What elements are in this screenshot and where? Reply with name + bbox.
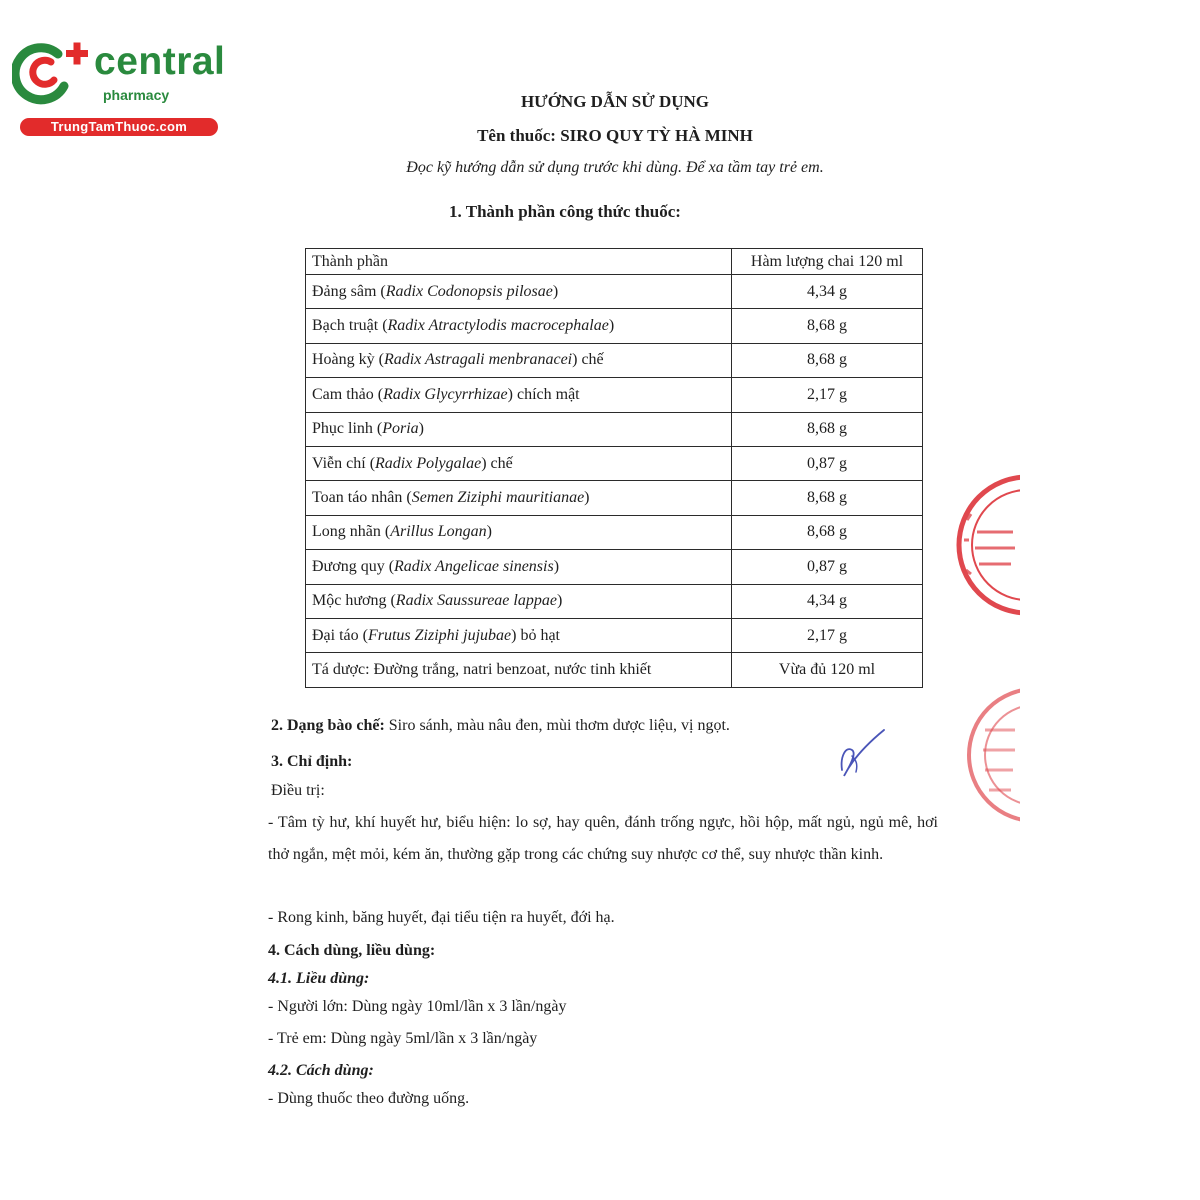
header-ingredient: Thành phần <box>306 249 732 275</box>
table-row <box>306 481 923 515</box>
ingredient-name: Hoàng kỳ (Radix Astragali menbranacei) chế <box>306 343 732 377</box>
ingredient-latin-name: Frutus Ziziphi jujubae <box>367 626 512 644</box>
table-row <box>306 275 923 309</box>
table-row <box>306 515 923 549</box>
ingredient-amount: 8,68 g <box>732 412 923 446</box>
table-row <box>306 343 923 377</box>
section-1-heading: 1. Thành phần công thức thuốc: <box>449 202 681 221</box>
table-row <box>306 378 923 412</box>
section-4-2-heading: 4.2. Cách dùng: <box>268 1062 374 1079</box>
ingredient-name: Viễn chí (Radix Polygalae) chế <box>306 446 732 480</box>
section-3-item-1: - Tâm tỳ hư, khí huyết hư, biểu hiện: lo sợ, hay quên, đánh trống ngực, hồi hộp, mất ngủ, ngủ mê, hơi thở ngắn, mệt mỏi, kém ăn, thường gặp trong các chứng suy nhược cơ thể, suy nhược thần kinh. <box>268 814 938 863</box>
section-2 <box>271 716 730 735</box>
ingredient-amount: 8,68 g <box>732 481 923 515</box>
ingredient-latin-name: Radix Codonopsis pilosae <box>385 282 553 300</box>
section-3-item-2: - Rong kinh, băng huyết, đại tiểu tiện ra huyết, đới hạ. <box>268 909 615 926</box>
dosage-adult: - Người lớn: Dùng ngày 10ml/lần x 3 lần/ngày <box>268 998 567 1015</box>
ingredient-name: Đảng sâm (Radix Codonopsis pilosae) <box>306 275 732 309</box>
ingredient-name: Cam thảo (Radix Glycyrrhizae) chích mật <box>306 378 732 412</box>
brand-url-badge: TrungTamThuoc.com <box>20 118 218 136</box>
ingredient-latin-name: Radix Saussureae lappae <box>395 592 557 610</box>
ingredient-latin-name: Radix Astragali menbranacei <box>383 351 573 369</box>
dosage-child: - Trẻ em: Dùng ngày 5ml/lần x 3 lần/ngày <box>268 1030 538 1047</box>
ingredient-name: Tá dược: Đường trắng, natri benzoat, nước tinh khiết <box>306 653 732 687</box>
brand-name: central <box>94 40 226 83</box>
brand-subtitle: pharmacy <box>103 87 170 103</box>
approval-stamp-icon <box>965 680 1020 830</box>
document-title: HƯỚNG DẪN SỬ DỤNG <box>520 92 710 111</box>
ingredient-name: Phục linh (Poria) <box>306 412 732 446</box>
table-row <box>306 653 923 687</box>
section-3-heading: 3. Chỉ định: <box>271 753 353 770</box>
central-pharmacy-logo-icon <box>12 40 90 106</box>
ingredients-table <box>305 248 923 688</box>
ingredient-latin-name: Arillus Longan <box>390 523 487 541</box>
section-2-label: 2. Dạng bào chế: <box>271 717 385 734</box>
section-4-heading: 4. Cách dùng, liều dùng: <box>268 942 436 959</box>
safety-note: Đọc kỹ hướng dẫn sử dụng trước khi dùng. Để xa tầm tay trẻ em. <box>406 159 824 176</box>
table-row <box>306 618 923 652</box>
table-row <box>306 584 923 618</box>
ingredient-latin-name: Radix Glycyrrhizae <box>383 385 508 403</box>
signature-icon <box>832 726 888 782</box>
ingredient-amount: 4,34 g <box>732 584 923 618</box>
ingredient-latin-name: Radix Angelicae sinensis <box>394 557 554 575</box>
ingredient-latin-name: Semen Ziziphi mauritianae <box>411 489 585 507</box>
ingredient-amount: 8,68 g <box>732 515 923 549</box>
section-3-lead: Điều trị: <box>271 782 325 799</box>
ingredient-amount: 8,68 g <box>732 343 923 377</box>
ingredient-latin-name: Radix Atractylodis macrocephalae <box>387 317 609 335</box>
drug-name: Tên thuốc: SIRO QUY TỲ HÀ MINH <box>477 126 753 145</box>
company-stamp-icon <box>955 470 1020 620</box>
table-row <box>306 412 923 446</box>
usage-text: - Dùng thuốc theo đường uống. <box>268 1090 470 1107</box>
section-2-text: Siro sánh, màu nâu đen, mùi thơm dược liệu, vị ngọt. <box>384 717 730 734</box>
table-header-row <box>306 249 923 275</box>
ingredient-amount: 4,34 g <box>732 275 923 309</box>
ingredient-amount: 2,17 g <box>732 618 923 652</box>
ingredient-name: Đại táo (Frutus Ziziphi jujubae) bỏ hạt <box>306 618 732 652</box>
brand-logo <box>8 38 226 138</box>
ingredient-amount: 2,17 g <box>732 378 923 412</box>
section-4-1-heading: 4.1. Liều dùng: <box>268 970 370 987</box>
ingredient-amount: 0,87 g <box>732 550 923 584</box>
ingredient-latin-name: Poria <box>382 420 419 438</box>
ingredient-name: Long nhãn (Arillus Longan) <box>306 515 732 549</box>
table-row <box>306 550 923 584</box>
header-amount: Hàm lượng chai 120 ml <box>732 249 923 275</box>
ingredient-amount: 0,87 g <box>732 446 923 480</box>
table-row <box>306 446 923 480</box>
ingredient-name: Mộc hương (Radix Saussureae lappae) <box>306 584 732 618</box>
ingredient-amount: Vừa đủ 120 ml <box>732 653 923 687</box>
ingredient-name: Đương quy (Radix Angelicae sinensis) <box>306 550 732 584</box>
ingredient-latin-name: Radix Polygalae <box>375 454 482 472</box>
ingredient-amount: 8,68 g <box>732 309 923 343</box>
ingredient-name: Bạch truật (Radix Atractylodis macrocephalae) <box>306 309 732 343</box>
table-row <box>306 309 923 343</box>
ingredient-name: Toan táo nhân (Semen Ziziphi mauritianae) <box>306 481 732 515</box>
